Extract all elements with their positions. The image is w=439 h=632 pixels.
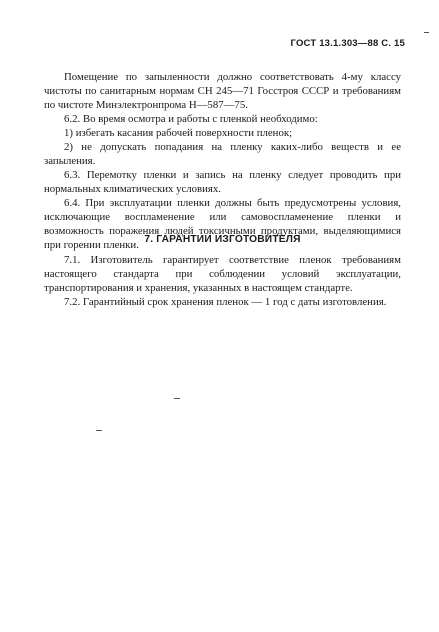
- paragraph-7-1: 7.1. Изготовитель гарантирует соответствие пленок требованиям настоящего стандарта при соблюдении условий эксплуатации, транспортирования и хранения, указанных в настоящем стандарте.: [44, 254, 401, 294]
- paragraph-dust-class: Помещение по запыленности должно соответствовать 4-му классу чистоты по санитарным нормам СН 245—71 Госстроя СССР и требованиям по чистоте Минэлектронпрома Н—587—75.: [44, 71, 401, 111]
- paragraph-6-4: 6.4. При эксплуатации пленки должны быть предусмотрены условия, исключающие воспламенение или самовоспламенение пленки и возможность поражения людей токсичными продуктами, выделяющимися при горении пленки.: [44, 197, 401, 251]
- scan-speck: [424, 32, 429, 33]
- paragraph-7-2: 7.2. Гарантийный срок хранения пленок — 1 год с даты изготовления.: [64, 296, 387, 308]
- scan-speck: [174, 398, 180, 399]
- paragraph-6-2: 6.2. Во время осмотра и работы с пленкой необходимо:: [64, 113, 318, 125]
- page-header: ГОСТ 13.1.303—88 С. 15: [290, 38, 405, 49]
- paragraph-6-3: 6.3. Перемотку пленки и запись на пленку следует проводить при нормальных климатических условиях.: [44, 169, 401, 195]
- section-7-text: [44, 253, 401, 309]
- list-item-2: 2) не допускать попадания на пленку каких-либо веществ и ее запыления.: [44, 141, 401, 167]
- section-7-heading: 7. ГАРАНТИИ ИЗГОТОВИТЕЛЯ: [144, 234, 301, 245]
- scan-speck: [96, 430, 102, 431]
- list-item-1: 1) избегать касания рабочей поверхности пленок;: [64, 127, 293, 139]
- section-6-text: [44, 70, 401, 252]
